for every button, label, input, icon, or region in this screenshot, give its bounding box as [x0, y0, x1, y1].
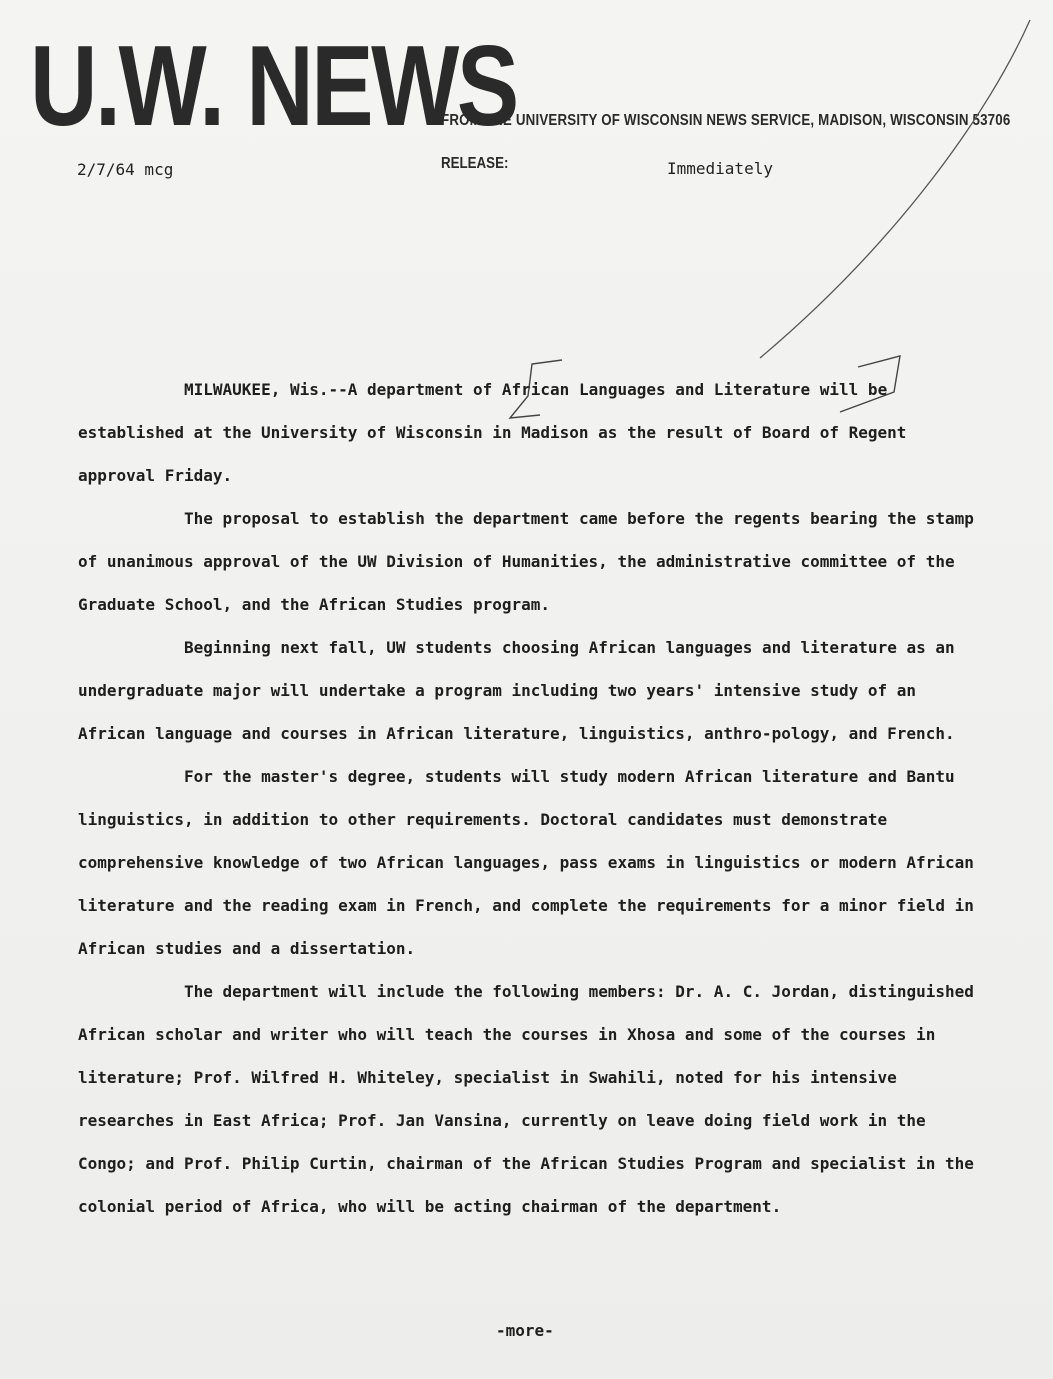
article-body	[78, 368, 993, 1228]
paragraph-5: The department will include the following members: Dr. A. C. Jordan, distinguished African scholar and writer who will teach the courses in Xhosa and some of the courses in literature; Prof. Wilfred H. Whiteley, specialist in Swahili, noted for his intensive researches in East Africa; Prof. Jan Vansina, currently on leave doing field work in the Congo; and Prof. Philip Curtin, chairman of the African Studies Program and specialist in the colonial period of Africa, who will be acting chairman of the department.	[78, 982, 974, 1216]
news-service-source-line: FROM THE UNIVERSITY OF WISCONSIN NEWS SERVICE, MADISON, WISCONSIN 53706	[441, 112, 1011, 129]
paragraph-3: Beginning next fall, UW students choosing African languages and literature as an undergraduate major will undertake a program including two years' intensive study of an African language and courses in African literature, linguistics, anthro-pology, and French.	[78, 638, 955, 743]
dateline: 2/7/64 mcg	[77, 160, 174, 179]
pencil-diagonal-stroke	[760, 20, 1030, 358]
release-value: Immediately	[667, 159, 773, 178]
masthead-title: U.W. NEWS	[30, 23, 517, 150]
more-footer: -more-	[496, 1321, 554, 1340]
paragraph-2: The proposal to establish the department came before the regents bearing the stamp of unanimous approval of the UW Division of Humanities, the administrative committee of the Graduate School, and the African Studies program.	[78, 509, 974, 614]
paragraph-4: For the master's degree, students will study modern African literature and Bantu linguistics, in addition to other requirements. Doctoral candidates must demonstrate comprehensive knowledge of two African languages, pass exams in linguistics or modern African literature and the reading exam in French, and complete the requirements for a minor field in African studies and a dissertation.	[78, 767, 974, 958]
paragraph-1: MILWAUKEE, Wis.--A department of African Languages and Literature will be established at the University of Wisconsin in Madison as the result of Board of Regent approval Friday.	[78, 380, 907, 485]
release-label: RELEASE:	[441, 155, 509, 172]
